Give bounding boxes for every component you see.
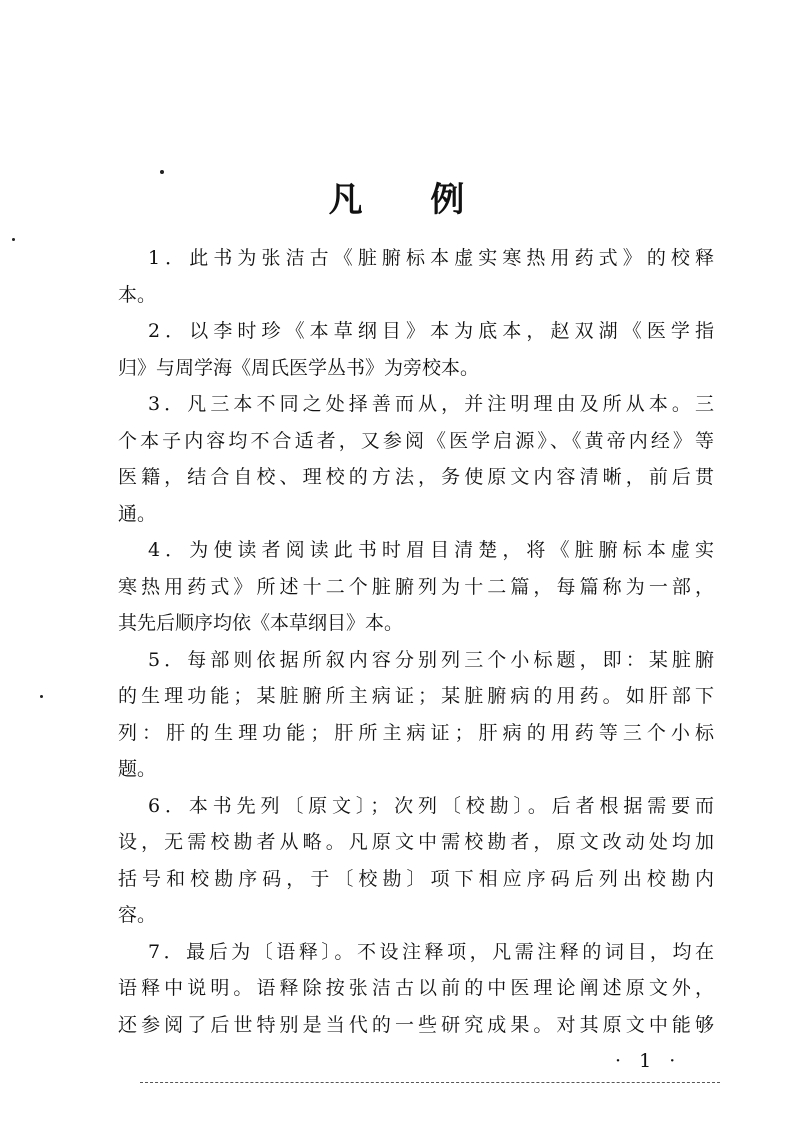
document-body bbox=[118, 240, 714, 1043]
text-line: 设，无需校勘者从略。凡原文中需校勘者，原文改动处均加 bbox=[118, 831, 714, 853]
text-line: 其先后顺序均依《本草纲目》本。 bbox=[118, 612, 404, 634]
bottom-rule bbox=[140, 1082, 720, 1083]
text-line: 寒热用药式》所述十二个脏腑列为十二篇，每篇称为一部， bbox=[118, 575, 714, 598]
text-line: 语释中说明。语释除按张洁古以前的中医理论阐述原文外， bbox=[118, 977, 714, 999]
text-line: 3．凡三本不同之处择善而从，并注明理由及所从本。三 bbox=[148, 393, 714, 415]
scan-speck bbox=[160, 170, 164, 174]
text-line: 7．最后为〔语释〕。不设注释项，凡需注释的词目，均在 bbox=[148, 940, 714, 963]
scan-speck bbox=[40, 695, 43, 698]
paragraph-7 bbox=[118, 934, 714, 1044]
page-title: 凡 例 bbox=[328, 180, 493, 220]
text-line: 通。 bbox=[118, 502, 157, 525]
paragraph-6 bbox=[118, 788, 714, 934]
text-line: 个本子内容均不合适者，又参阅《医学启源》、《黄帝内经》等 bbox=[118, 429, 714, 452]
paragraph-2 bbox=[118, 313, 714, 386]
text-line: 5．每部则依据所叙内容分别列三个小标题，即：某脏腑 bbox=[148, 648, 714, 671]
text-line: 题。 bbox=[118, 758, 157, 780]
paragraph-4 bbox=[118, 532, 714, 642]
paragraph-5 bbox=[118, 642, 714, 788]
page-number: · 1 · bbox=[615, 1050, 682, 1072]
text-line: 括号和校勘序码，于〔校勘〕项下相应序码后列出校勘内 bbox=[118, 867, 714, 890]
text-line: 归》与周学海《周氏医学丛书》为旁校本。 bbox=[118, 356, 480, 379]
text-line: 4．为使读者阅读此书时眉目清楚，将《脏腑标本虚实 bbox=[148, 539, 714, 561]
scan-speck bbox=[12, 238, 15, 241]
paragraph-3 bbox=[118, 386, 714, 532]
text-line: 还参阅了后世特别是当代的一些研究成果。对其原文中能够 bbox=[118, 1013, 714, 1036]
text-line: 6．本书先列〔原文〕；次列〔校勘〕。后者根据需要而 bbox=[148, 794, 714, 817]
paragraph-1 bbox=[118, 240, 714, 313]
text-line: 2．以李时珍《本草纲目》本为底本，赵双湖《医学指 bbox=[148, 320, 714, 342]
text-line: 1．此书为张洁古《脏腑标本虚实寒热用药式》的校释 bbox=[148, 247, 714, 269]
text-line: 医籍，结合自校、理校的方法，务使原文内容清晰，前后贯 bbox=[118, 466, 714, 488]
text-line: 容。 bbox=[118, 904, 157, 926]
text-line: 列：肝的生理功能；肝所主病证；肝病的用药等三个小标 bbox=[118, 721, 714, 744]
text-line: 的生理功能；某脏腑所主病证；某脏腑病的用药。如肝部下 bbox=[118, 685, 714, 707]
text-line: 本。 bbox=[118, 283, 157, 306]
